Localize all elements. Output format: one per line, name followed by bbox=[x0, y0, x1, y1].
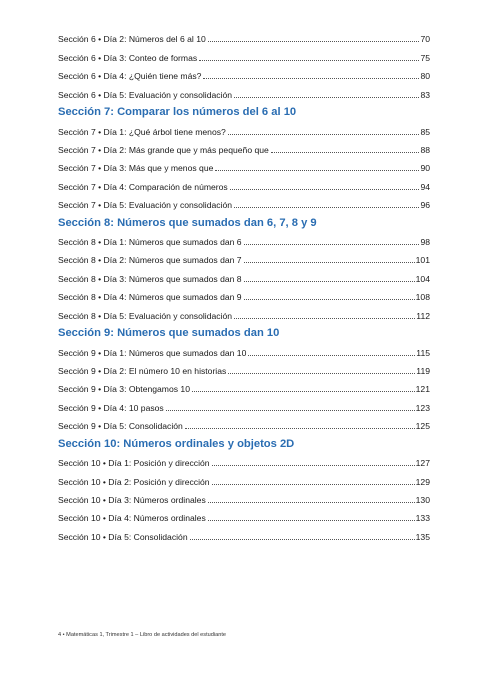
toc-entry bbox=[58, 44, 430, 62]
dot-leader bbox=[244, 298, 415, 300]
toc-entry bbox=[58, 505, 430, 523]
dot-leader bbox=[271, 151, 420, 153]
toc-entry-page: 123 bbox=[415, 402, 430, 413]
dot-leader bbox=[234, 206, 419, 208]
dot-leader bbox=[228, 133, 420, 135]
dot-leader bbox=[208, 501, 415, 503]
toc-entry-page: 98 bbox=[420, 237, 430, 248]
toc-entry-page: 83 bbox=[420, 89, 430, 100]
toc-entry-page: 88 bbox=[420, 144, 430, 155]
toc-entry-title: Sección 10 • Día 4: Números ordinales bbox=[58, 513, 206, 524]
dot-leader bbox=[248, 354, 415, 356]
dot-leader bbox=[228, 372, 415, 374]
toc-entry-title: Sección 8 • Día 5: Evaluación y consolidación bbox=[58, 310, 233, 321]
toc-entry-page: 135 bbox=[415, 531, 430, 542]
toc-entry-title: Sección 6 • Día 3: Conteo de formas bbox=[58, 52, 198, 63]
toc-entry-title: Sección 7 • Día 1: ¿Qué árbol tiene menos? bbox=[58, 126, 226, 137]
toc-entry-page: 112 bbox=[416, 310, 430, 321]
toc-entry-page: 121 bbox=[415, 384, 430, 395]
toc-entry bbox=[58, 487, 430, 505]
toc-entry-page: 127 bbox=[415, 458, 430, 469]
dot-leader bbox=[166, 409, 415, 411]
dot-leader bbox=[230, 188, 420, 190]
toc-entry bbox=[58, 265, 430, 283]
dot-leader bbox=[185, 427, 415, 429]
toc-entry-title: Sección 8 • Día 3: Números que sumados dan 8 bbox=[58, 273, 242, 284]
toc-entry-title: Sección 8 • Día 2: Números que sumados dan 7 bbox=[58, 255, 242, 266]
toc-entry-title: Sección 6 • Día 4: ¿Quién tiene más? bbox=[58, 71, 202, 82]
toc-entry-title: Sección 7 • Día 4: Comparación de números bbox=[58, 181, 228, 192]
section-heading: Sección 7: Comparar los números del 6 al 10 bbox=[58, 106, 297, 119]
dot-leader bbox=[244, 261, 415, 263]
section-heading: Sección 10: Números ordinales y objetos 2D bbox=[58, 437, 295, 450]
toc-entry-page: 133 bbox=[415, 513, 430, 524]
toc-entry bbox=[58, 450, 430, 468]
toc-entry bbox=[58, 229, 430, 247]
toc-entry-title: Sección 6 • Día 5: Evaluación y consolidación bbox=[58, 89, 233, 100]
toc-entry-page: 101 bbox=[415, 255, 430, 266]
dot-leader bbox=[199, 59, 419, 61]
toc-entry bbox=[58, 339, 430, 357]
dot-leader bbox=[215, 169, 419, 171]
toc-entry bbox=[58, 118, 430, 136]
toc-entry-title: Sección 7 • Día 5: Evaluación y consolidación bbox=[58, 200, 233, 211]
toc-entry-title: Sección 10 • Día 5: Consolidación bbox=[58, 531, 188, 542]
table-of-contents bbox=[58, 26, 430, 542]
toc-entry-title: Sección 7 • Día 3: Más que y menos que bbox=[58, 163, 214, 174]
section-heading: Sección 8: Números que sumados dan 6, 7, 8 y 9 bbox=[58, 216, 317, 229]
toc-entry bbox=[58, 137, 430, 155]
dot-leader bbox=[212, 483, 415, 485]
toc-entry bbox=[58, 523, 430, 541]
toc-entry-title: Sección 9 • Día 2: El número 10 en historias bbox=[58, 366, 227, 377]
section-heading: Sección 9: Números que sumados dan 10 bbox=[58, 327, 280, 340]
toc-entry-page: 119 bbox=[416, 366, 430, 377]
toc-entry bbox=[58, 413, 430, 431]
dot-leader bbox=[192, 390, 415, 392]
dot-leader bbox=[244, 280, 415, 282]
dot-leader bbox=[208, 519, 415, 521]
toc-entry-page: 96 bbox=[420, 200, 430, 211]
toc-entry bbox=[58, 63, 430, 81]
toc-entry-title: Sección 9 • Día 5: Consolidación bbox=[58, 421, 183, 432]
toc-entry-title: Sección 6 • Día 2: Números del 6 al 10 bbox=[58, 34, 206, 45]
toc-entry-title: Sección 8 • Día 1: Números que sumados dan 6 bbox=[58, 237, 242, 248]
toc-entry bbox=[58, 192, 430, 210]
toc-entry bbox=[58, 26, 430, 44]
toc-entry-page: 130 bbox=[415, 494, 430, 505]
toc-entry bbox=[58, 155, 430, 173]
toc-entry-page: 129 bbox=[415, 476, 430, 487]
toc-entry-title: Sección 9 • Día 4: 10 pasos bbox=[58, 402, 164, 413]
toc-entry-title: Sección 9 • Día 3: Obtengamos 10 bbox=[58, 384, 190, 395]
toc-entry-page: 85 bbox=[420, 126, 430, 137]
toc-entry bbox=[58, 173, 430, 191]
dot-leader bbox=[234, 317, 415, 319]
dot-leader bbox=[234, 96, 419, 98]
toc-entry bbox=[58, 376, 430, 394]
page-footer: 4 • Matemáticas 1, Trimestre 1 – Libro de actividades del estudiante bbox=[58, 632, 226, 638]
toc-entry-title: Sección 10 • Día 3: Números ordinales bbox=[58, 494, 206, 505]
dot-leader bbox=[190, 538, 415, 540]
dot-leader bbox=[208, 40, 420, 42]
toc-entry bbox=[58, 394, 430, 412]
toc-entry-title: Sección 9 • Día 1: Números que sumados dan 10 bbox=[58, 347, 247, 358]
toc-entry-page: 75 bbox=[420, 52, 430, 63]
toc-entry-page: 90 bbox=[420, 163, 430, 174]
toc-entry-page: 108 bbox=[415, 292, 430, 303]
dot-leader bbox=[244, 243, 420, 245]
toc-entry-page: 115 bbox=[416, 347, 430, 358]
toc-entry-page: 80 bbox=[420, 71, 430, 82]
dot-leader bbox=[203, 77, 419, 79]
toc-entry-page: 70 bbox=[420, 34, 430, 45]
toc-entry-page: 125 bbox=[415, 421, 430, 432]
toc-entry bbox=[58, 302, 430, 320]
toc-entry-page: 104 bbox=[415, 273, 430, 284]
toc-entry-title: Sección 7 • Día 2: Más grande que y más pequeño que bbox=[58, 144, 269, 155]
dot-leader bbox=[212, 464, 415, 466]
toc-entry bbox=[58, 81, 430, 99]
toc-entry-title: Sección 10 • Día 1: Posición y dirección bbox=[58, 458, 210, 469]
toc-entry bbox=[58, 284, 430, 302]
toc-entry bbox=[58, 358, 430, 376]
toc-entry-page: 94 bbox=[420, 181, 430, 192]
toc-entry-title: Sección 10 • Día 2: Posición y dirección bbox=[58, 476, 210, 487]
toc-entry-title: Sección 8 • Día 4: Números que sumados dan 9 bbox=[58, 292, 242, 303]
toc-entry bbox=[58, 247, 430, 265]
toc-entry bbox=[58, 468, 430, 486]
